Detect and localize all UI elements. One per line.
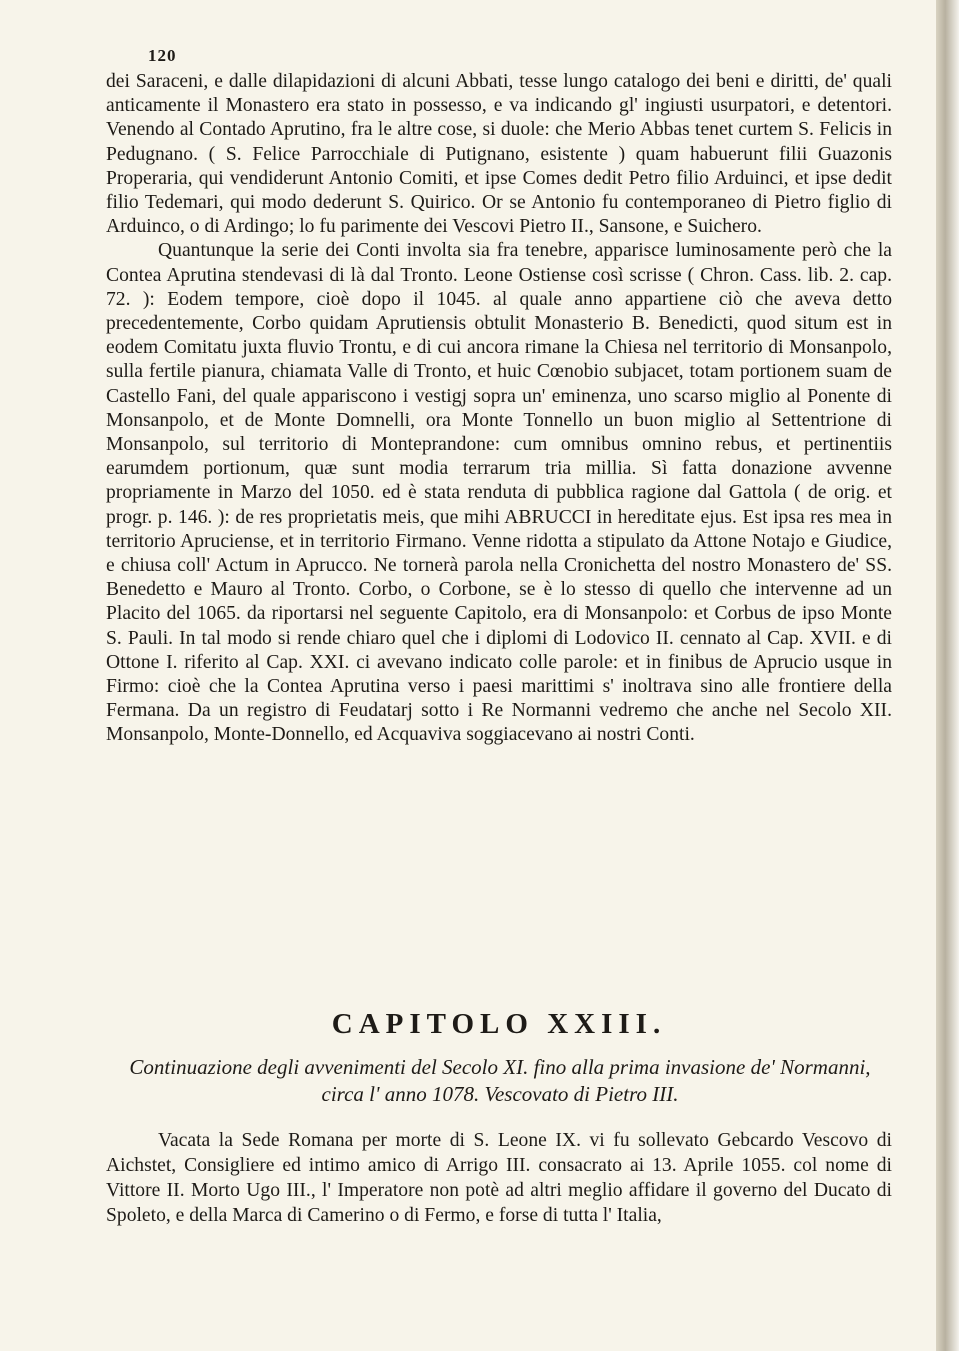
- chapter-body-text: [106, 1128, 892, 1228]
- body-text: [106, 70, 892, 748]
- chapter-title: CAPITOLO XXIII.: [331, 1008, 667, 1040]
- page-number: 120: [148, 46, 177, 65]
- paragraph-2: Quantunque la serie dei Conti involta sia fra tenebre, apparisce luminosamente però che la Contea Aprutina stendevasi di là dal Tronto. Leone Ostiense così scrisse ( Chron. Cass. lib. 2. cap. 72. ): Eodem tempore, cioè dopo il 1045. al quale anno appartiene ciò che aveva detto precedentemente, Corbo quidam Aprutiensis obtulit Monasterio B. Benedicti, quod situm est in eodem Comitatu juxta fluvio Trontu, e di cui ancora rimane la Chiesa nel territorio di Monsanpolo, sulla fertile pianura, chiamata Valle di Tronto, et huic Cœnobio subjacet, totam portionem suam de Castello Fani, del quale appariscono i vestigj sopra un' eminenza, uno scarso miglio al Ponente di Monsanpolo, et de Monte Domnelli, ora Monte Tonnello un buon miglio al Settentrione di Monsanpolo, sul territorio di Monteprandone: cum omnibus omnino rebus, et pertinentiis earumdem portionum, quæ sunt modia terrarum tria millia. Sì fatta donazione avvenne propriamente in Marzo del 1050. ed è stata renduta di pubblica ragione dal Gattola ( de orig. et progr. p. 146. ): de res proprietatis meis, que mihi ABRUCCI in hereditate ejus. Est ipsa res mea in territorio Apruciense, et in territorio Firmano. Venne ridotta a stipulato da Attone Notajo e Giudice, e chiusa coll' Actum in Aprucco. Ne tornerà parola nella Cronichetta del nostro Monastero de' SS. Benedetto e Mauro al Tronto. Corbo, o Corbone, se è lo stesso di quello che intervenne ad un Placito del 1065. da riportarsi nel seguente Capitolo, era di Monsanpolo: et Corbus de ipso Monte S. Pauli. In tal modo si rende chiaro quel che i diplomi di Lodovico II. cennato al Cap. XVII. e di Ottone I. riferito al Cap. XXI. ci avevano indicato colle parole: et in finibus de Aprucio usque in Firmo: cioè che la Contea Aprutina verso i paesi marittimi s' inoltrava sino alle frontiere della Fermana. Da un registro di Feudatarj sotto i Re Normanni vedremo che anche nel Secolo XII. Monsanpolo, Monte-Donnello, ed Acquaviva soggiacevano ai nostri Conti.: [106, 240, 892, 746]
- page-edge: [936, 0, 959, 1351]
- paragraph-1: dei Saraceni, e dalle dilapidazioni di alcuni Abbati, tesse lungo catalogo dei beni e diritti, de' quali anticamente il Monastero era stato in possesso, e va indicando gl' ingiusti usurpatori, e detentori. Venendo al Contado Aprutino, fra le altre cose, si duole: che Merio Abbas tenet curtem S. Felicis in Pedugnano. ( S. Felice Parrocchiale di Putignano, esistente ) quam habuerunt filii Guazonis Properaria, qui vendiderunt Antonio Comiti, et ipse Comes dedit Petro filio Arduinci, et ipse dedit filio Tedemari, qui modo dederunt S. Quirico. Or se Antonio fu contemporaneo di Pietro figlio di Arduinco, o di Ardingo; lo fu parimente dei Vescovi Pietro II., Sansone, e Suichero.: [106, 71, 892, 238]
- chapter-subtitle: Continuazione degli avvenimenti del Secolo XI. fino alla prima invasione de' Normanni, circa l' anno 1078. Vescovato di Pietro III.: [129, 1055, 871, 1106]
- chapter-paragraph: Vacata la Sede Romana per morte di S. Leone IX. vi fu sollevato Gebcardo Vescovo di Aichstet, Consigliere ed intimo amico di Arrigo III. consacrato ai 13. Aprile 1055. col nome di Vittore II. Morto Ugo III., l' Imperatore non potè ad altri meglio affidare il governo del Ducato di Spoleto, e della Marca di Camerino o di Fermo, e forse di tutta l' Italia,: [106, 1130, 892, 1226]
